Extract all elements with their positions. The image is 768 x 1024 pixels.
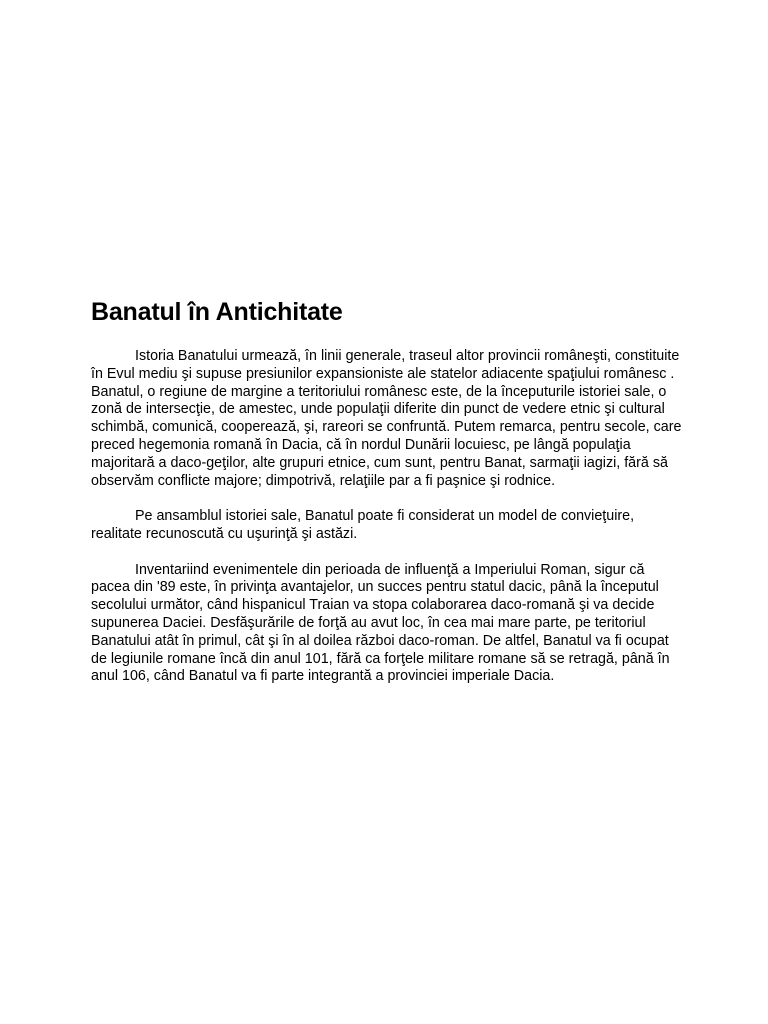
document-page: [91, 296, 683, 704]
paragraph-2: Pe ansamblul istoriei sale, Banatul poate fi considerat un model de convieţuire, realitate recunoscută cu uşurinţă şi astăzi.: [91, 508, 635, 542]
paragraph-1: Istoria Banatului urmează, în linii generale, traseul altor provincii româneşti, constituite în Evul mediu şi supuse presiunilor expansioniste ale statelor adiacente spaţiului românesc . Banatul, o regiune de margine a teritoriului românesc este, de la începuturile istoriei sale, o zonă de intersecţie, de amestec, unde populaţii diferite din punct de vedere etnic şi cultural schimbă, comunică, cooperează, şi, rareori se confruntă. Putem remarca, pentru secole, care preced hegemonia romană în Dacia, că în nordul Dunării locuiesc, pe lângă populaţia majoritară a daco-geţilor, alte grupuri etnice, cum sunt, pentru Banat, sarmaţii iagizi, fără să observăm conflicte majore; dimpotrivă, relaţiile par a fi paşnice şi rodnice.: [91, 348, 682, 489]
paragraph-3: Inventariind evenimentele din perioada de influenţă a Imperiului Roman, sigur că pacea din '89 este, în privinţa avantajelor, un succes pentru statul dacic, până la începutul secolului următor, când hispanicul Traian va stopa colaborarea daco-romană şi va decide supunerea Daciei. Desfăşurările de forţă au avut loc, în cea mai mare parte, pe teritoriul Banatului atât în primul, cât şi în al doilea război daco-roman. De altfel, Banatul va fi ocupat de legiunile romane încă din anul 101, fără ca forţele militare romane să se retragă, până în anul 106, când Banatul va fi parte integrantă a provinciei imperiale Dacia.: [91, 561, 670, 685]
document-title: Banatul în Antichitate: [91, 298, 343, 326]
